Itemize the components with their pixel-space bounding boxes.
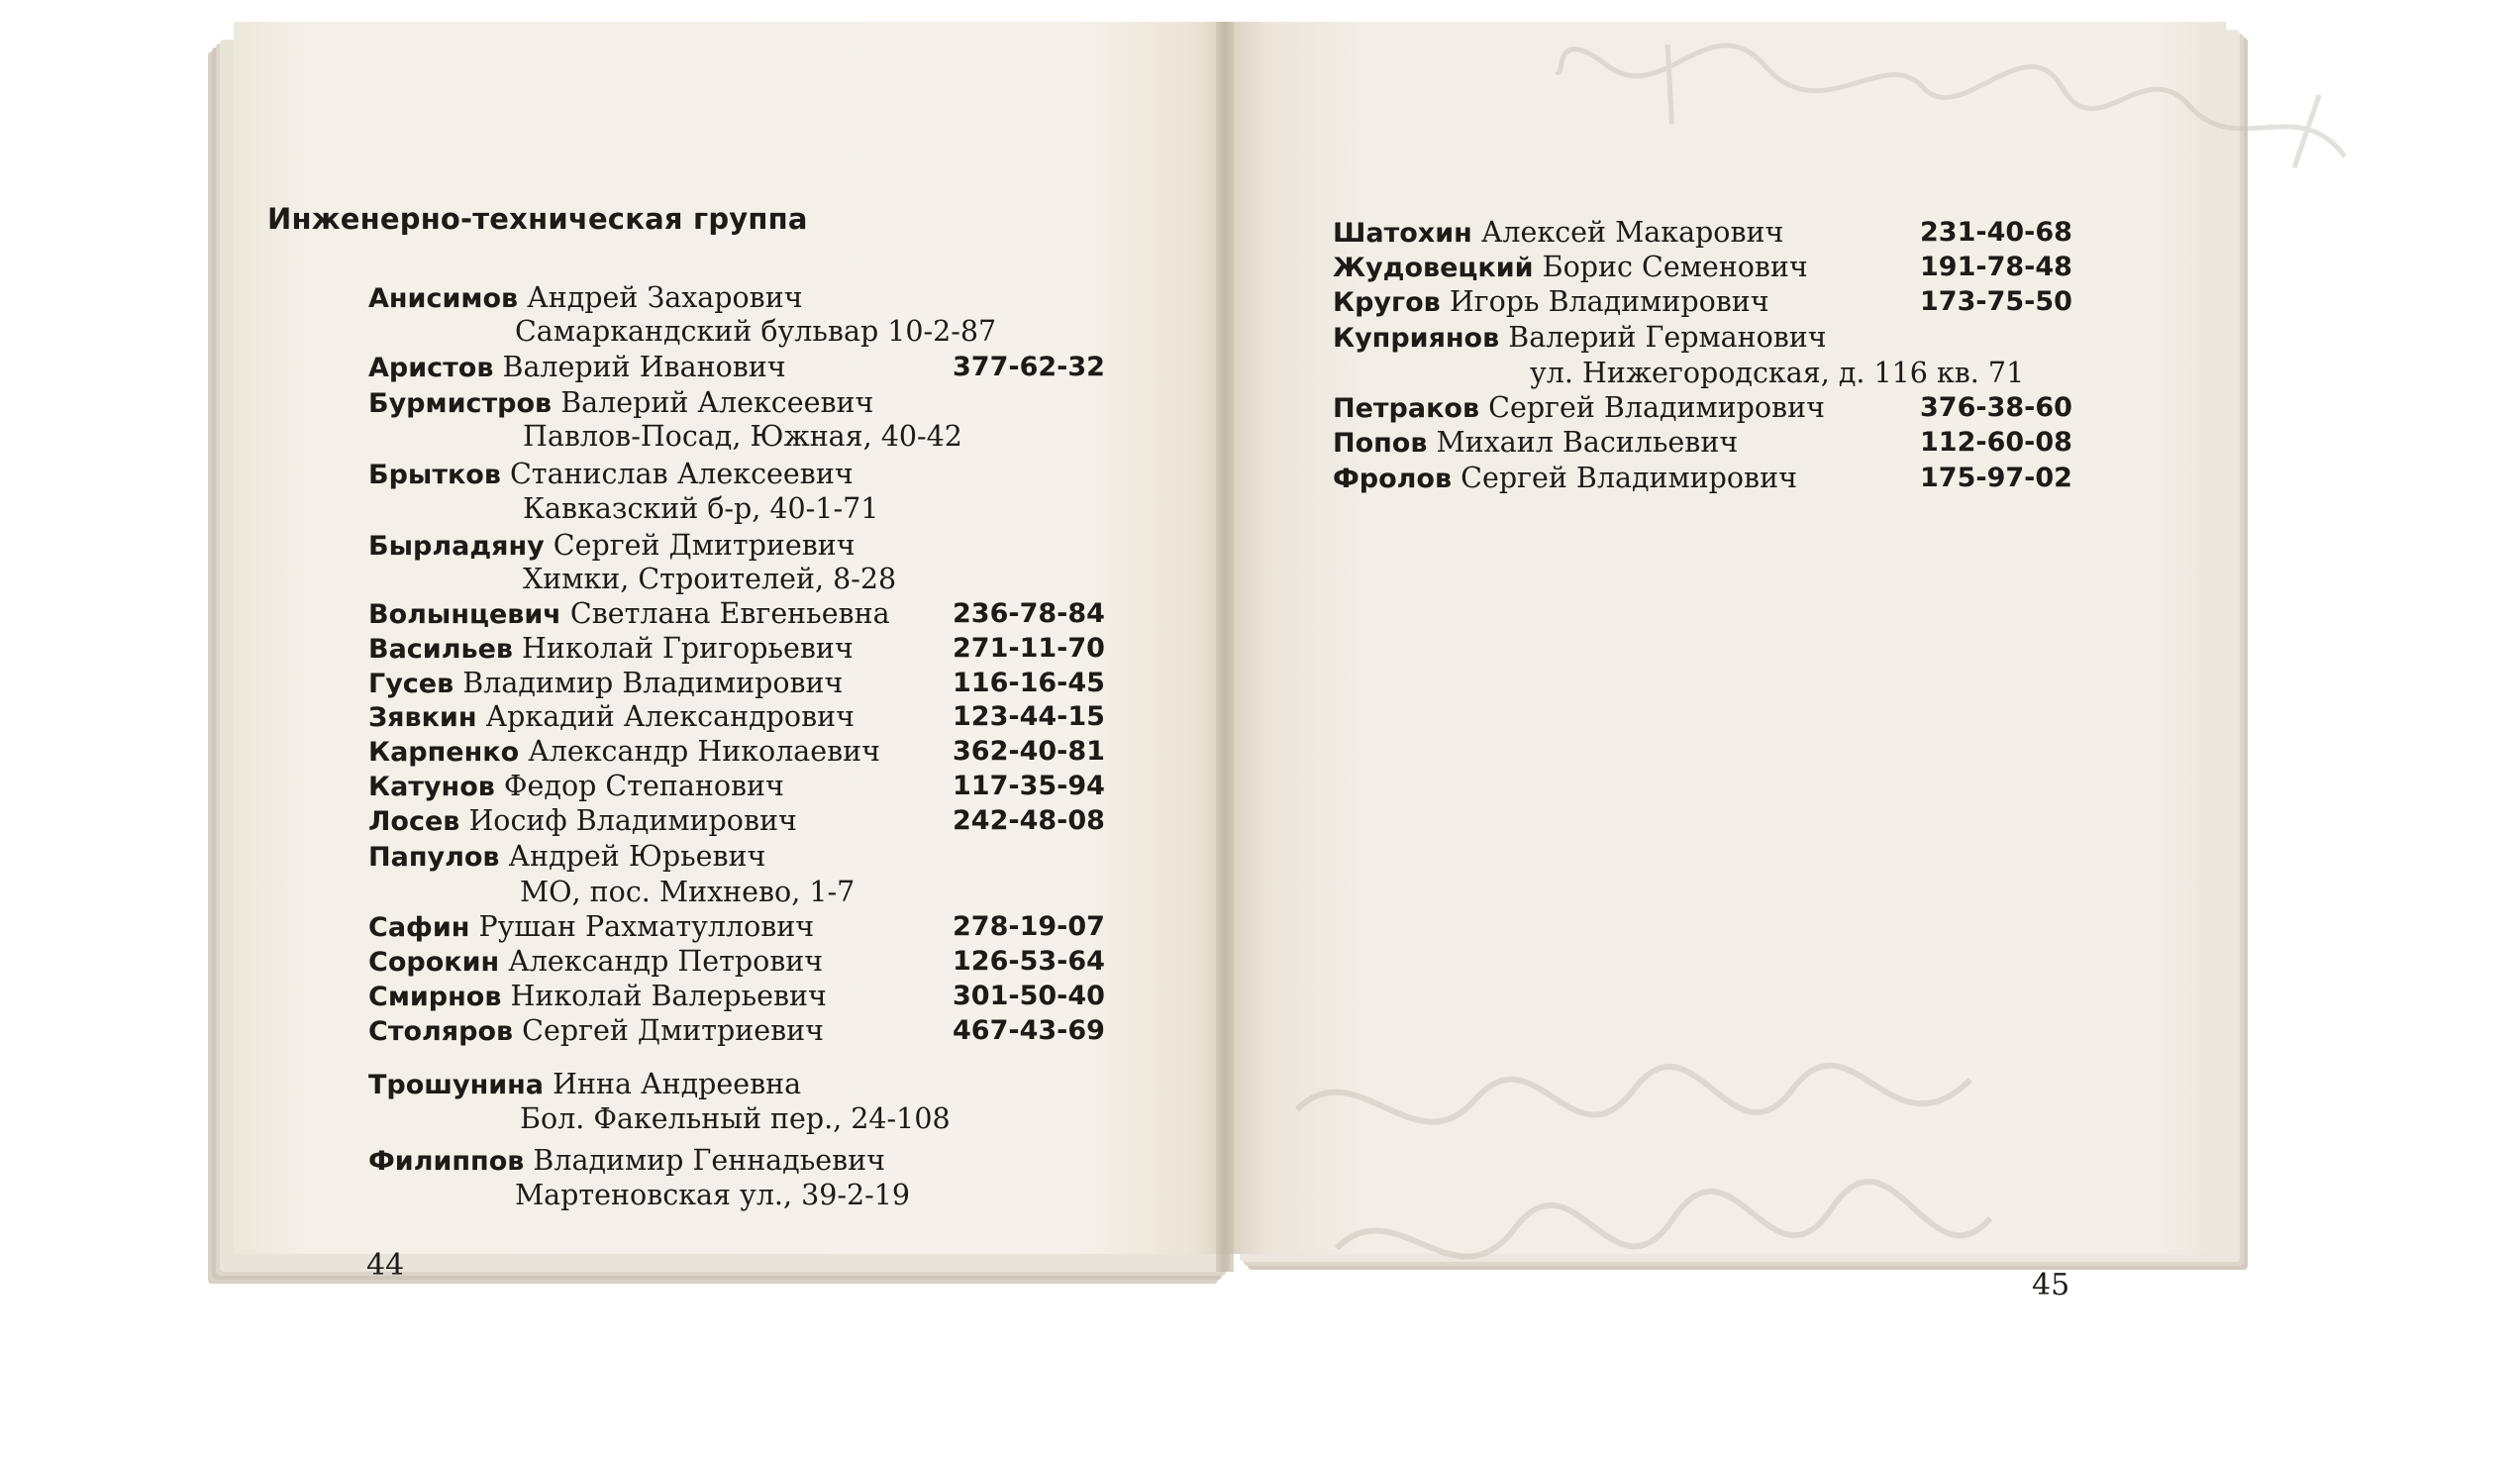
entry-given-names: Владимир Владимирович	[462, 667, 844, 699]
entry-given-names: Андрей Захарович	[527, 281, 803, 314]
right_page-entry-name	[1333, 285, 1769, 320]
left_page-entry-name	[368, 735, 880, 770]
entry-phone: 271-11-70	[953, 633, 1105, 664]
left_page-entry-name	[368, 700, 855, 735]
entry-surname: Филиппов	[368, 1146, 525, 1177]
entry-given-names: Аркадий Александрович	[485, 700, 855, 733]
entry-phone: 116-16-45	[953, 668, 1105, 698]
entry-phone: 377-62-32	[953, 352, 1105, 382]
right_page-entry-name	[1333, 391, 1825, 426]
entry-given-names: Сергей Владимирович	[1488, 391, 1825, 424]
entry-given-names: Валерий Германович	[1508, 321, 1827, 354]
left_page-entry-name	[368, 910, 814, 945]
entry-address: Павлов-Посад, Южная, 40-42	[523, 420, 962, 453]
entry-surname: Бырладяну	[368, 531, 545, 562]
handwriting-scribble-icon	[1277, 1050, 2089, 1347]
entry-given-names: Владимир Геннадьевич	[533, 1144, 885, 1177]
page-number-left: 44	[366, 1248, 405, 1283]
right_page-entry-name	[1333, 426, 1738, 461]
entry-phone: 175-97-02	[1920, 463, 2072, 493]
entry-address: Мартеновская ул., 39-2-19	[515, 1179, 911, 1211]
left_page-entry-name	[368, 458, 854, 492]
entry-phone: 123-44-15	[953, 701, 1105, 732]
entry-address: МО, пос. Михнево, 1-7	[520, 876, 856, 908]
entry-given-names: Александр Николаевич	[528, 735, 881, 768]
entry-given-names: Борис Семенович	[1542, 251, 1808, 283]
page-number-right: 45	[2032, 1268, 2070, 1302]
left_page-entry-name	[368, 1014, 824, 1049]
entry-given-names: Александр Петрович	[508, 945, 824, 978]
entry-surname: Васильев	[368, 634, 513, 665]
entry-surname: Попов	[1333, 428, 1428, 459]
left_page-entry-name	[368, 667, 843, 701]
entry-surname: Кругов	[1333, 287, 1441, 318]
left_page-entry-name	[368, 632, 854, 667]
entry-surname: Зявкин	[368, 702, 477, 733]
entry-surname: Трошунина	[368, 1070, 545, 1100]
entry-given-names: Сергей Дмитриевич	[522, 1014, 825, 1047]
entry-given-names: Станислав Алексеевич	[510, 458, 854, 490]
left_page-entry-name	[368, 945, 823, 980]
entry-phone: 126-53-64	[953, 946, 1105, 977]
left_page-entry-name	[368, 1144, 885, 1179]
entry-given-names: Рушан Рахматуллович	[478, 910, 815, 943]
left_page-entry-name	[368, 281, 803, 316]
entry-given-names: Андрей Юрьевич	[508, 840, 766, 873]
entry-phone: 278-19-07	[953, 911, 1105, 942]
entry-phone: 301-50-40	[953, 981, 1105, 1011]
entry-phone: 112-60-08	[1920, 427, 2072, 458]
entry-address: Бол. Факельный пер., 24-108	[520, 1102, 951, 1135]
entry-given-names: Алексей Макарович	[1480, 216, 1784, 249]
entry-given-names: Валерий Алексеевич	[560, 386, 874, 419]
entry-address: Самаркандский бульвар 10-2-87	[515, 315, 997, 348]
entry-surname: Гусев	[368, 669, 454, 699]
left_page-entry-name	[368, 529, 856, 564]
entry-phone: 231-40-68	[1920, 217, 2072, 248]
entry-surname: Карпенко	[368, 737, 520, 768]
entry-phone: 117-35-94	[953, 771, 1105, 801]
entry-surname: Волынцевич	[368, 599, 561, 630]
entry-surname: Шатохин	[1333, 218, 1472, 249]
entry-given-names: Сергей Дмитриевич	[553, 529, 856, 562]
entry-phone: 467-43-69	[953, 1015, 1105, 1046]
left_page-entry-name	[368, 597, 890, 632]
entry-phone: 362-40-81	[953, 736, 1105, 767]
entry-given-names: Инна Андреевна	[553, 1068, 802, 1100]
entry-surname: Катунов	[368, 772, 495, 802]
booklet-spine	[1216, 22, 1234, 1272]
left_page-entry-name	[368, 386, 873, 421]
entry-given-names: Игорь Владимирович	[1449, 285, 1769, 318]
entry-surname: Брытков	[368, 460, 501, 490]
entry-given-names: Валерий Иванович	[502, 351, 786, 383]
entry-surname: Анисимов	[368, 283, 519, 314]
section-title: Инженерно-техническая группа	[267, 202, 808, 236]
entry-phone: 242-48-08	[953, 805, 1105, 836]
entry-surname: Аристов	[368, 353, 494, 383]
handwriting-bleed-bottom	[1277, 1050, 2089, 1351]
entry-given-names: Иосиф Владимирович	[468, 804, 797, 837]
entry-address: Химки, Строителей, 8-28	[523, 563, 897, 595]
entry-given-names: Николай Григорьевич	[522, 632, 854, 665]
entry-phone: 376-38-60	[1920, 392, 2072, 423]
entry-given-names: Сергей Владимирович	[1461, 462, 1797, 494]
entry-phone: 191-78-48	[1920, 252, 2072, 282]
entry-surname: Жудовецкий	[1333, 253, 1534, 283]
entry-given-names: Николай Валерьевич	[510, 980, 827, 1012]
left_page-entry-name	[368, 1068, 801, 1102]
left_page-entry-name	[368, 351, 786, 385]
left_page-entry-name	[368, 980, 827, 1014]
entry-surname: Куприянов	[1333, 323, 1500, 354]
entry-surname: Фролов	[1333, 464, 1453, 494]
entry-phone: 236-78-84	[953, 598, 1105, 629]
entry-given-names: Федор Степанович	[503, 770, 784, 802]
entry-phone: 173-75-50	[1920, 286, 2072, 317]
left_page-entry-name	[368, 770, 784, 804]
entry-surname: Петраков	[1333, 393, 1480, 424]
entry-surname: Смирнов	[368, 982, 502, 1012]
entry-surname: Лосев	[368, 806, 460, 837]
entry-surname: Папулов	[368, 842, 500, 873]
entry-given-names: Михаил Васильевич	[1436, 426, 1739, 459]
right_page-entry-name	[1333, 321, 1827, 356]
right_page-entry-name	[1333, 462, 1797, 496]
entry-surname: Сорокин	[368, 947, 500, 978]
entry-address: ул. Нижегородская, д. 116 кв. 71	[1530, 357, 2025, 389]
left_page-entry-name	[368, 804, 797, 839]
entry-surname: Сафин	[368, 912, 470, 943]
entry-surname: Столяров	[368, 1016, 514, 1047]
entry-address: Кавказский б-р, 40-1-71	[523, 492, 879, 525]
right_page-entry-name	[1333, 216, 1783, 251]
right_page-entry-name	[1333, 251, 1808, 285]
entry-given-names: Светлана Евгеньевна	[569, 597, 890, 630]
left_page-entry-name	[368, 840, 765, 875]
entry-surname: Бурмистров	[368, 388, 553, 419]
